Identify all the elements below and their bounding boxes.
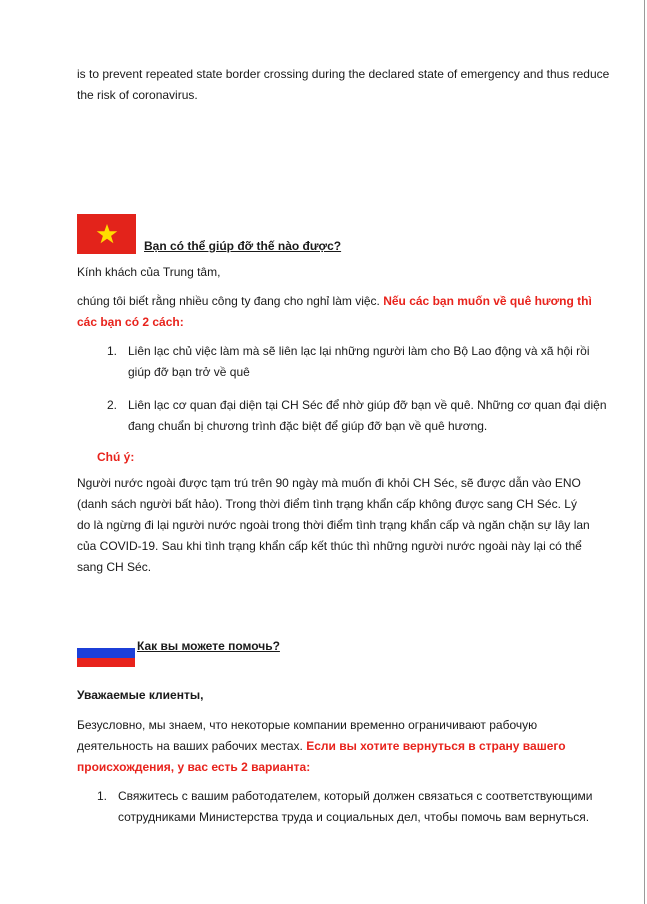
vietnamese-paragraph-highlight-1: Nếu các bạn muốn về quê hương thì	[379, 294, 592, 308]
list-item-text	[107, 341, 612, 383]
note-label: Chú ý:	[97, 450, 135, 464]
flag-stripe-red	[77, 658, 135, 667]
vietnam-flag-icon	[77, 214, 136, 254]
note-line: Người nước ngoài được tạm trú trên 90 ngày mà muốn đi khỏi CH Séc, sẽ được dẫn vào ENO	[77, 476, 581, 490]
intro-line-2: the risk of coronavirus.	[77, 88, 198, 102]
russian-paragraph-highlight-1: Если вы хотите вернуться в страну вашего	[302, 739, 566, 753]
flag-stripe-blue	[77, 648, 135, 657]
vietnamese-paragraph	[77, 291, 617, 333]
list-item-line-1: Liên lạc cơ quan đại diện tại CH Séc để nhờ giúp đỡ bạn về quê. Những cơ quan đại diện	[128, 398, 607, 412]
flag-stripe-white	[77, 639, 135, 648]
list-item-line-2: сотрудниками Министерства труда и социальных дел, чтобы помочь вам вернуться.	[118, 810, 590, 824]
list-number: 2.	[107, 398, 118, 412]
list-item-line-2: đang chuẩn bị chương trình đặc biệt để giúp đỡ bạn về quê hương.	[128, 419, 488, 433]
list-item-text	[97, 786, 602, 828]
list-item-line-1: Liên lạc chủ việc làm mà sẽ liên lạc lại những người làm cho Bộ Lao động và xã hội rồi	[128, 344, 590, 358]
intro-paragraph	[77, 64, 617, 106]
russian-paragraph-line-1: Безусловно, мы знаем, что некоторые компании временно ограничивают рабочую	[77, 718, 538, 732]
star-icon	[96, 223, 118, 245]
list-number: 1.	[107, 344, 118, 358]
list-item	[107, 341, 612, 383]
russian-paragraph-highlight-2: происхождения, у вас есть 2 варианта:	[77, 760, 311, 774]
note-line: của COVID-19. Sau khi tình trạng khẩn cấp kết thúc thì những người nước ngoài này lại có thể	[77, 539, 582, 553]
list-item-line-1: Свяжитесь с вашим работодателем, который должен связаться с соответствующими	[118, 789, 593, 803]
russian-heading: Как вы можете помочь?	[137, 639, 280, 653]
list-item-text	[107, 395, 612, 437]
note-paragraph	[77, 473, 617, 578]
russian-greeting: Уважаемые клиенты,	[77, 688, 204, 702]
note-line: (danh sách người bất hảo). Trong thời điểm tình trạng khẩn cấp không được sang CH Séc. Lý	[77, 497, 577, 511]
vietnamese-paragraph-plain: chúng tôi biết rằng nhiều công ty đang cho nghỉ làm việc.	[77, 294, 380, 308]
note-line: do là ngừng đi lại người nước ngoài trong thời điểm tình trạng khẩn cấp và ngăn chặn sự lây lan	[77, 518, 590, 532]
intro-line-1: is to prevent repeated state border crossing during the declared state of emergency and thus reduce	[77, 67, 610, 81]
list-item	[97, 786, 602, 828]
list-number: 1.	[97, 789, 108, 803]
russian-paragraph	[77, 715, 617, 778]
page-edge	[644, 0, 645, 904]
vietnamese-greeting: Kính khách của Trung tâm,	[77, 265, 221, 279]
vietnamese-heading: Bạn có thể giúp đỡ thế nào được?	[144, 239, 342, 253]
russian-paragraph-plain: деятельность на ваших рабочих местах.	[77, 739, 303, 753]
list-item-line-2: giúp đỡ bạn trở về quê	[128, 365, 250, 379]
russia-flag-icon	[77, 639, 135, 667]
list-item	[107, 395, 612, 437]
note-line: sang CH Séc.	[77, 560, 152, 574]
vietnamese-paragraph-highlight-2: các bạn có 2 cách:	[77, 315, 184, 329]
